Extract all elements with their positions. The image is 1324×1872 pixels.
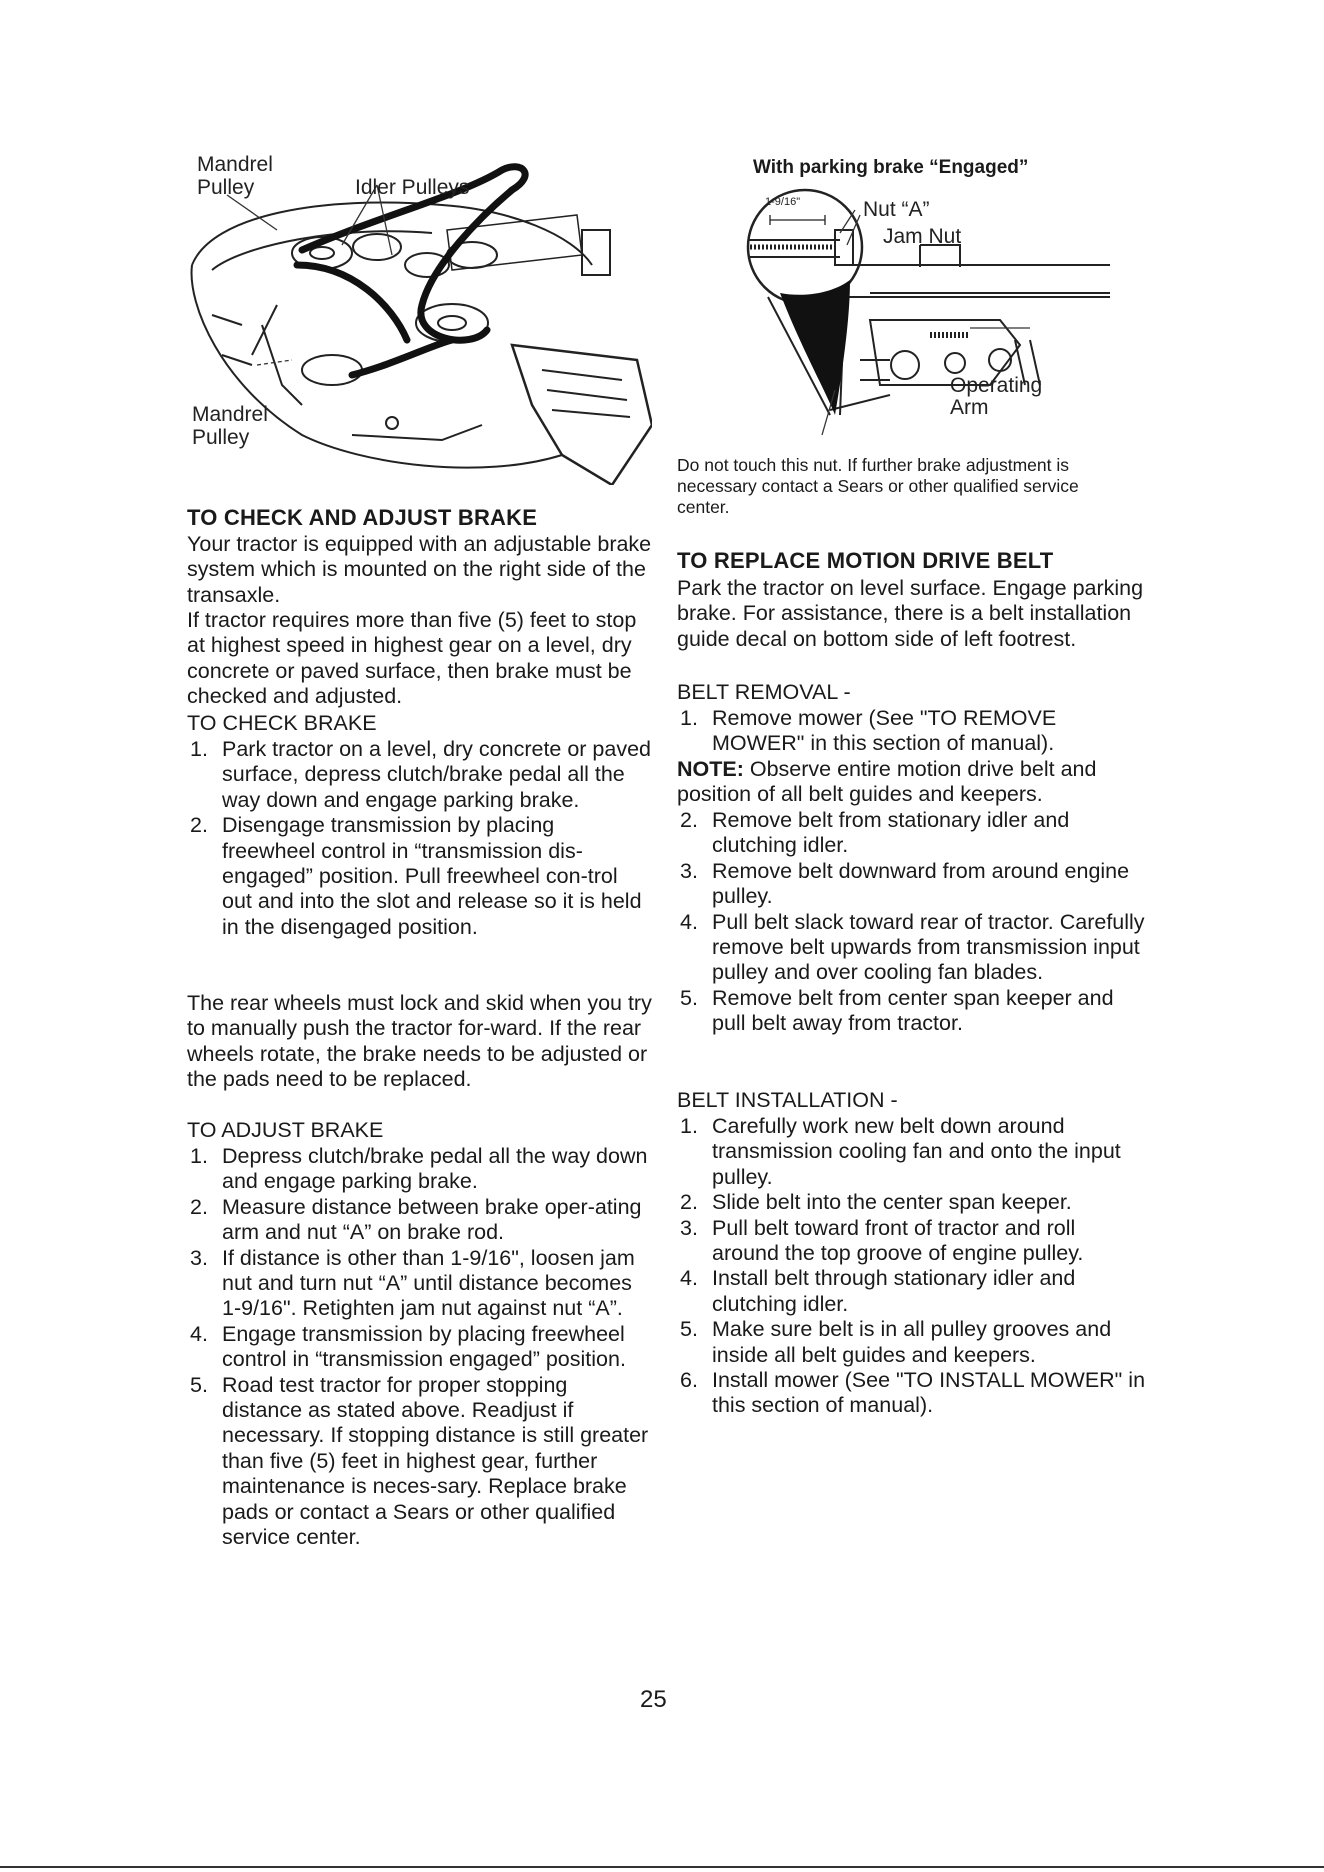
step-text: Measure distance between brake oper-ating arm and nut “A” on brake rod.: [222, 1194, 642, 1245]
list-item: [187, 1322, 652, 1373]
step-number: 2.: [680, 808, 698, 832]
list-item: [187, 1246, 652, 1322]
list-item: [187, 813, 652, 940]
step-number: 3.: [680, 1215, 698, 1240]
step-number: 3.: [680, 858, 698, 883]
page-bottom-rule: [0, 1866, 1324, 1868]
list-item: 1. Remove mower (See "TO REMOVE MOWER" in this section of manual).: [680, 706, 1057, 756]
brake-figure-title: With parking brake “Engaged”: [753, 157, 1029, 178]
step-text: Depress clutch/brake pedal all the way down and engage parking brake.: [222, 1144, 648, 1194]
adjust-brake-steps: [187, 1144, 652, 1551]
replace-belt-intro: Park the tractor on level surface. Engage parking brake. For assistance, there is a belt installation guide decal on bottom side of left footrest.: [677, 576, 1144, 651]
step-number: 1.: [190, 737, 208, 761]
step-number: 2.: [680, 1190, 698, 1215]
step-text: Remove belt downward from around engine pulley.: [712, 858, 1130, 909]
list-item: [677, 808, 1147, 859]
belt-installation-title: BELT INSTALLATION -: [677, 1088, 898, 1112]
page-number: 25: [640, 1686, 667, 1713]
step-number: 5.: [680, 1317, 698, 1342]
step-number: 1.: [190, 1144, 208, 1168]
list-item: [187, 737, 652, 813]
dimension-label: 1-9/16": [765, 196, 801, 208]
note-label: NOTE:: [677, 757, 744, 781]
step-number: 5.: [190, 1372, 208, 1397]
check-adjust-intro-1: Your tractor is equipped with an adjustable brake system which is mounted on the right side of the transaxle.: [187, 532, 652, 607]
replace-belt-heading: TO REPLACE MOTION DRIVE BELT: [677, 548, 1054, 573]
jam-nut-label: Jam Nut: [883, 225, 962, 248]
step-text: Pull belt toward front of tractor and roll around the top groove of engine pulley.: [712, 1215, 1084, 1266]
list-item: [187, 1373, 652, 1551]
check-adjust-intro-2: If tractor requires more than five (5) feet to stop at highest speed in highest gear on a level, dry concrete or paved surface, then brake must be checked and adjusted.: [187, 608, 637, 709]
brake-adjustment-illustration: [740, 185, 1110, 455]
list-item: [187, 1144, 652, 1195]
mower-deck-belt-illustration: [182, 155, 652, 485]
step-text: Remove belt from center span keeper and pull belt away from tractor.: [712, 985, 1114, 1036]
step-text: Remove belt from stationary idler and clutching idler.: [712, 808, 1070, 858]
list-item: [677, 1190, 1147, 1215]
list-item: [187, 1195, 652, 1246]
idler-pulleys-label: Idler Pulleys: [355, 176, 470, 199]
belt-note: [677, 757, 1147, 808]
step-number: 4.: [680, 909, 698, 934]
step-number: 1.: [680, 1114, 698, 1138]
list-item: [677, 1216, 1147, 1267]
step-text: Install mower (See "TO INSTALL MOWER" in this section of manual).: [712, 1368, 1146, 1418]
check-brake-steps: [187, 737, 652, 940]
step-number: 5.: [680, 985, 698, 1010]
belt-removal-step-1: [677, 706, 1147, 757]
list-item: [677, 1368, 1147, 1419]
brake-figure-caption: Do not touch this nut. If further brake adjustment is necessary contact a Sears or other qualified service center.: [677, 455, 1079, 517]
adjust-brake-title: TO ADJUST BRAKE: [187, 1118, 384, 1142]
step-text: Engage transmission by placing freewheel control in “transmission engaged” position.: [222, 1321, 626, 1372]
list-item: [677, 910, 1147, 986]
check-brake-note: The rear wheels must lock and skid when you try to manually push the tractor for-ward. If the rear wheels rotate, the brake needs to be adjusted or the pads need to be replaced.: [187, 991, 652, 1092]
step-text: Park tractor on a level, dry concrete or paved surface, depress clutch/brake pedal all the way down and engage parking brake.: [222, 737, 652, 812]
list-item: [677, 1317, 1147, 1368]
step-text: Make sure belt is in all pulley grooves and inside all belt guides and keepers.: [712, 1317, 1112, 1367]
operating-arm-label: Operating Arm: [950, 374, 1043, 419]
belt-removal-steps: [677, 808, 1147, 1037]
list-item: [677, 1266, 1147, 1317]
step-text: Install belt through stationary idler and clutching idler.: [712, 1266, 1076, 1316]
list-item: [677, 859, 1147, 910]
step-number: 2.: [190, 813, 208, 838]
step-text: Disengage transmission by placing freewheel control in “transmission dis-engaged” position. Pull freewheel con-trol out and into the slot and release so it is held in the disengaged position.: [222, 813, 642, 939]
step-text: Road test tractor for proper stopping distance as stated above. Readjust if necessary. If stopping distance is still greater than five (5) feet in highest gear, further maintenance is neces-sary. Replace brake pads or contact a Sears or other qualified service center.: [222, 1372, 649, 1550]
step-text: Pull belt slack toward rear of tractor. Carefully remove belt upwards from transmission input pulley and over cooling fan blades.: [712, 909, 1145, 985]
step-number: 4.: [190, 1321, 208, 1346]
belt-installation-steps: [677, 1114, 1147, 1419]
mandrel-pulley-bottom-label: Mandrel Pulley: [192, 403, 268, 449]
step-text: Slide belt into the center span keeper.: [712, 1190, 1072, 1215]
note-text: Observe entire motion drive belt and position of all belt guides and keepers.: [677, 757, 1097, 807]
list-item: [677, 1114, 1147, 1190]
step-number: 3.: [190, 1245, 208, 1270]
step-number: 4.: [680, 1266, 698, 1291]
check-brake-title: TO CHECK BRAKE: [187, 711, 377, 735]
check-adjust-brake-heading: TO CHECK AND ADJUST BRAKE: [187, 505, 538, 530]
mandrel-pulley-top-label: Mandrel Pulley: [197, 153, 273, 199]
list-item: [677, 986, 1147, 1037]
nut-a-label: Nut “A”: [863, 198, 930, 221]
step-text: If distance is other than 1-9/16", loosen jam nut and turn nut “A” until distance becomes 1-9/16". Retighten jam nut against nut “A”.: [222, 1245, 635, 1321]
step-number: 6.: [680, 1368, 698, 1393]
belt-removal-title: BELT REMOVAL -: [677, 680, 851, 704]
step-text: Carefully work new belt down around transmission cooling fan and onto the input pulley.: [712, 1114, 1121, 1189]
step-number: 2.: [190, 1194, 208, 1219]
